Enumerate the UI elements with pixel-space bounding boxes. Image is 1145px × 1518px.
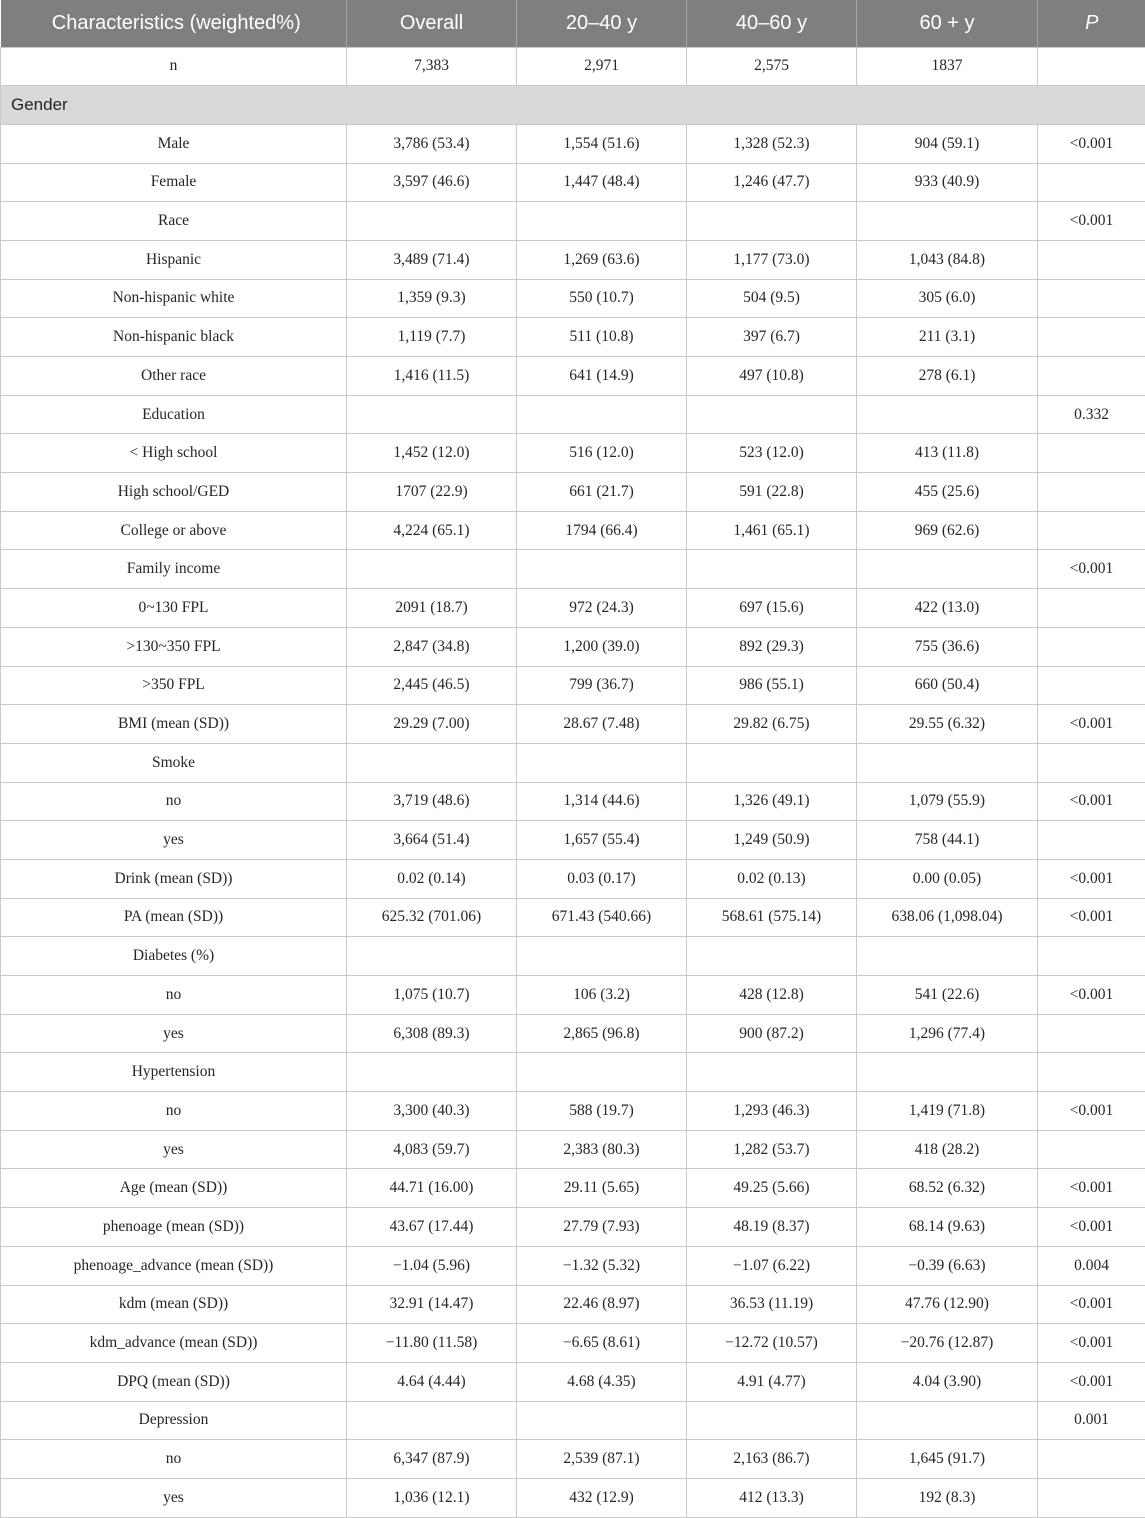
cell-age-20-40: 1,447 (48.4) (517, 163, 687, 202)
cell-age-20-40: 588 (19.7) (517, 1092, 687, 1131)
cell-age-20-40: 1,657 (55.4) (517, 821, 687, 860)
row-label: Non-hispanic black (1, 318, 347, 357)
cell-p-value (1038, 279, 1145, 318)
table-row (1, 976, 1145, 1015)
cell-overall: 1,359 (9.3) (347, 279, 517, 318)
cell-age-20-40: −6.65 (8.61) (517, 1324, 687, 1363)
cell-p-value: <0.001 (1038, 1285, 1145, 1324)
n-row-label: n (1, 47, 347, 86)
table-row (1, 202, 1145, 241)
cell-age-60-plus: 211 (3.1) (857, 318, 1038, 357)
cell-p-value: <0.001 (1038, 202, 1145, 241)
cell-age-40-60: 49.25 (5.66) (687, 1169, 857, 1208)
cell-overall (347, 743, 517, 782)
cell-age-40-60 (687, 550, 857, 589)
cell-overall (347, 1401, 517, 1440)
cell-age-40-60 (687, 937, 857, 976)
cell-age-60-plus (857, 395, 1038, 434)
cell-age-60-plus (857, 550, 1038, 589)
cell-overall: 4,083 (59.7) (347, 1130, 517, 1169)
cell-age-60-plus: 418 (28.2) (857, 1130, 1038, 1169)
row-label: College or above (1, 511, 347, 550)
cell-age-20-40: 27.79 (7.93) (517, 1208, 687, 1247)
cell-age-60-plus (857, 743, 1038, 782)
cell-p-value (1038, 821, 1145, 860)
cell-age-60-plus: 47.76 (12.90) (857, 1285, 1038, 1324)
cell-age-40-60: 568.61 (575.14) (687, 898, 857, 937)
cell-overall: 6,308 (89.3) (347, 1014, 517, 1053)
cell-age-20-40 (517, 937, 687, 976)
cell-age-40-60: 1,326 (49.1) (687, 782, 857, 821)
header-p-value: P (1038, 0, 1145, 47)
cell-age-20-40: 1,554 (51.6) (517, 124, 687, 163)
cell-overall: 2091 (18.7) (347, 589, 517, 628)
cell-p-value (1038, 666, 1145, 705)
table-row (1, 1478, 1145, 1517)
cell-p-value: 0.332 (1038, 395, 1145, 434)
cell-age-60-plus: 969 (62.6) (857, 511, 1038, 550)
row-label: High school/GED (1, 473, 347, 512)
table-row (1, 666, 1145, 705)
cell-p-value (1038, 1053, 1145, 1092)
cell-age-20-40: 432 (12.9) (517, 1478, 687, 1517)
row-label: Race (1, 202, 347, 241)
cell-p-value (1038, 1440, 1145, 1479)
cell-age-60-plus (857, 202, 1038, 241)
cell-age-20-40: 1794 (66.4) (517, 511, 687, 550)
table-row (1, 743, 1145, 782)
cell-overall: −11.80 (11.58) (347, 1324, 517, 1363)
cell-p-value: <0.001 (1038, 782, 1145, 821)
cell-age-60-plus: 455 (25.6) (857, 473, 1038, 512)
cell-age-60-plus: 1,043 (84.8) (857, 240, 1038, 279)
table-row (1, 627, 1145, 666)
table-row (1, 1092, 1145, 1131)
row-label: kdm (mean (SD)) (1, 1285, 347, 1324)
row-label: no (1, 782, 347, 821)
cell-age-40-60 (687, 202, 857, 241)
cell-age-20-40: 671.43 (540.66) (517, 898, 687, 937)
cell-age-20-40: 1,200 (39.0) (517, 627, 687, 666)
row-label: no (1, 976, 347, 1015)
row-label: >350 FPL (1, 666, 347, 705)
cell-overall: 1,075 (10.7) (347, 976, 517, 1015)
cell-p-value: <0.001 (1038, 898, 1145, 937)
cell-overall: 3,489 (71.4) (347, 240, 517, 279)
table-row (1, 821, 1145, 860)
cell-age-60-plus (857, 1401, 1038, 1440)
cell-overall: 1,036 (12.1) (347, 1478, 517, 1517)
cell-age-20-40 (517, 550, 687, 589)
cell-age-60-plus: 1,079 (55.9) (857, 782, 1038, 821)
cell-age-40-60: 892 (29.3) (687, 627, 857, 666)
cell-age-60-plus: 1,296 (77.4) (857, 1014, 1038, 1053)
cell-age-60-plus: 422 (13.0) (857, 589, 1038, 628)
cell-age-20-40: 661 (21.7) (517, 473, 687, 512)
cell-age-60-plus: 192 (8.3) (857, 1478, 1038, 1517)
table-body (1, 47, 1145, 1517)
cell-age-40-60 (687, 1053, 857, 1092)
section-row (1, 86, 1145, 125)
row-label: Hypertension (1, 1053, 347, 1092)
cell-overall (347, 395, 517, 434)
table-row (1, 1130, 1145, 1169)
header-age-40-60: 40–60 y (687, 0, 857, 47)
cell-age-20-40: 1,269 (63.6) (517, 240, 687, 279)
row-label: Education (1, 395, 347, 434)
cell-overall: 1,452 (12.0) (347, 434, 517, 473)
cell-age-40-60: 986 (55.1) (687, 666, 857, 705)
row-label: kdm_advance (mean (SD)) (1, 1324, 347, 1363)
cell-overall: 2,847 (34.8) (347, 627, 517, 666)
cell-p-value: <0.001 (1038, 1169, 1145, 1208)
row-label: BMI (mean (SD)) (1, 705, 347, 744)
row-label: Hispanic (1, 240, 347, 279)
n-row-age-60-plus: 1837 (857, 47, 1038, 86)
section-title: Gender (1, 86, 1145, 125)
cell-p-value (1038, 743, 1145, 782)
n-row-age-20-40: 2,971 (517, 47, 687, 86)
cell-overall: 6,347 (87.9) (347, 1440, 517, 1479)
cell-overall: 4,224 (65.1) (347, 511, 517, 550)
table-row (1, 1053, 1145, 1092)
n-row-overall: 7,383 (347, 47, 517, 86)
cell-age-60-plus: 1,645 (91.7) (857, 1440, 1038, 1479)
header-characteristics: Characteristics (weighted%) (1, 0, 347, 47)
cell-p-value (1038, 163, 1145, 202)
cell-age-20-40: 2,865 (96.8) (517, 1014, 687, 1053)
cell-age-40-60: 697 (15.6) (687, 589, 857, 628)
cell-overall: 3,664 (51.4) (347, 821, 517, 860)
cell-p-value (1038, 318, 1145, 357)
row-label: yes (1, 1014, 347, 1053)
cell-age-60-plus (857, 1053, 1038, 1092)
cell-age-20-40 (517, 202, 687, 241)
cell-age-60-plus (857, 937, 1038, 976)
cell-age-20-40: 2,539 (87.1) (517, 1440, 687, 1479)
row-label: Non-hispanic white (1, 279, 347, 318)
cell-p-value: <0.001 (1038, 124, 1145, 163)
cell-age-40-60: 497 (10.8) (687, 357, 857, 396)
cell-age-20-40: 0.03 (0.17) (517, 859, 687, 898)
row-label: 0~130 FPL (1, 589, 347, 628)
table-row (1, 937, 1145, 976)
cell-p-value (1038, 357, 1145, 396)
table-row (1, 318, 1145, 357)
row-label: Family income (1, 550, 347, 589)
cell-age-40-60: 1,177 (73.0) (687, 240, 857, 279)
row-label: phenoage (mean (SD)) (1, 1208, 347, 1247)
row-label: DPQ (mean (SD)) (1, 1362, 347, 1401)
table-row (1, 434, 1145, 473)
cell-age-40-60: 900 (87.2) (687, 1014, 857, 1053)
cell-p-value: 0.004 (1038, 1246, 1145, 1285)
cell-age-20-40: 511 (10.8) (517, 318, 687, 357)
cell-age-40-60: 428 (12.8) (687, 976, 857, 1015)
cell-age-60-plus: 933 (40.9) (857, 163, 1038, 202)
cell-age-60-plus: 638.06 (1,098.04) (857, 898, 1038, 937)
table-row (1, 124, 1145, 163)
n-row-p-value (1038, 47, 1145, 86)
cell-age-20-40: 516 (12.0) (517, 434, 687, 473)
cell-age-20-40 (517, 1053, 687, 1092)
cell-age-40-60: −12.72 (10.57) (687, 1324, 857, 1363)
cell-overall: 3,300 (40.3) (347, 1092, 517, 1131)
row-label: yes (1, 1130, 347, 1169)
table-row (1, 705, 1145, 744)
table-row (1, 473, 1145, 512)
cell-age-20-40: −1.32 (5.32) (517, 1246, 687, 1285)
cell-age-40-60: 591 (22.8) (687, 473, 857, 512)
table-row (1, 550, 1145, 589)
cell-p-value (1038, 627, 1145, 666)
cell-overall: 1,119 (7.7) (347, 318, 517, 357)
table-row (1, 395, 1145, 434)
table-row (1, 1208, 1145, 1247)
cell-p-value: <0.001 (1038, 705, 1145, 744)
cell-age-20-40: 972 (24.3) (517, 589, 687, 628)
cell-p-value: <0.001 (1038, 1092, 1145, 1131)
cell-age-40-60: −1.07 (6.22) (687, 1246, 857, 1285)
table-row (1, 163, 1145, 202)
row-label: phenoage_advance (mean (SD)) (1, 1246, 347, 1285)
table-row (1, 589, 1145, 628)
cell-age-40-60: 29.82 (6.75) (687, 705, 857, 744)
cell-age-20-40 (517, 1401, 687, 1440)
cell-overall: −1.04 (5.96) (347, 1246, 517, 1285)
row-label: no (1, 1440, 347, 1479)
cell-age-40-60: 2,163 (86.7) (687, 1440, 857, 1479)
cell-age-40-60: 36.53 (11.19) (687, 1285, 857, 1324)
cell-p-value (1038, 589, 1145, 628)
cell-overall: 43.67 (17.44) (347, 1208, 517, 1247)
cell-age-40-60: 523 (12.0) (687, 434, 857, 473)
table-row (1, 511, 1145, 550)
cell-p-value (1038, 1014, 1145, 1053)
cell-age-40-60: 1,293 (46.3) (687, 1092, 857, 1131)
cell-p-value (1038, 434, 1145, 473)
table-row (1, 782, 1145, 821)
cell-age-60-plus: 278 (6.1) (857, 357, 1038, 396)
cell-p-value: <0.001 (1038, 976, 1145, 1015)
cell-age-60-plus: 68.14 (9.63) (857, 1208, 1038, 1247)
table-row (1, 1440, 1145, 1479)
cell-p-value (1038, 240, 1145, 279)
row-label: Diabetes (%) (1, 937, 347, 976)
table-header (1, 0, 1145, 47)
cell-age-60-plus: −20.76 (12.87) (857, 1324, 1038, 1363)
cell-age-40-60 (687, 395, 857, 434)
header-age-20-40: 20–40 y (517, 0, 687, 47)
cell-age-60-plus: 1,419 (71.8) (857, 1092, 1038, 1131)
cell-age-40-60: 0.02 (0.13) (687, 859, 857, 898)
cell-overall: 3,597 (46.6) (347, 163, 517, 202)
cell-age-60-plus: −0.39 (6.63) (857, 1246, 1038, 1285)
row-label: Other race (1, 357, 347, 396)
cell-overall: 1707 (22.9) (347, 473, 517, 512)
cell-age-40-60: 1,246 (47.7) (687, 163, 857, 202)
table-row (1, 1285, 1145, 1324)
table-row (1, 357, 1145, 396)
cell-overall: 0.02 (0.14) (347, 859, 517, 898)
cell-age-20-40: 29.11 (5.65) (517, 1169, 687, 1208)
row-label: Age (mean (SD)) (1, 1169, 347, 1208)
cell-overall: 3,786 (53.4) (347, 124, 517, 163)
cell-overall: 625.32 (701.06) (347, 898, 517, 937)
cell-age-60-plus: 68.52 (6.32) (857, 1169, 1038, 1208)
row-label: Female (1, 163, 347, 202)
row-label: Depression (1, 1401, 347, 1440)
table-row (1, 1362, 1145, 1401)
row-label: Male (1, 124, 347, 163)
n-row-age-40-60: 2,575 (687, 47, 857, 86)
cell-p-value (1038, 1130, 1145, 1169)
cell-p-value: 0.001 (1038, 1401, 1145, 1440)
cell-age-40-60: 4.91 (4.77) (687, 1362, 857, 1401)
cell-age-40-60: 1,249 (50.9) (687, 821, 857, 860)
cell-age-20-40: 2,383 (80.3) (517, 1130, 687, 1169)
cell-overall: 44.71 (16.00) (347, 1169, 517, 1208)
cell-age-40-60: 504 (9.5) (687, 279, 857, 318)
cell-age-60-plus: 305 (6.0) (857, 279, 1038, 318)
n-row (1, 47, 1145, 86)
cell-overall: 2,445 (46.5) (347, 666, 517, 705)
cell-age-60-plus: 755 (36.6) (857, 627, 1038, 666)
table-row (1, 1324, 1145, 1363)
cell-age-20-40: 28.67 (7.48) (517, 705, 687, 744)
cell-age-20-40: 799 (36.7) (517, 666, 687, 705)
cell-overall: 32.91 (14.47) (347, 1285, 517, 1324)
cell-overall (347, 550, 517, 589)
cell-age-20-40: 550 (10.7) (517, 279, 687, 318)
cell-age-60-plus: 0.00 (0.05) (857, 859, 1038, 898)
row-label: PA (mean (SD)) (1, 898, 347, 937)
cell-p-value (1038, 1478, 1145, 1517)
cell-age-60-plus: 4.04 (3.90) (857, 1362, 1038, 1401)
cell-age-40-60: 1,328 (52.3) (687, 124, 857, 163)
cell-p-value: <0.001 (1038, 1324, 1145, 1363)
cell-age-60-plus: 413 (11.8) (857, 434, 1038, 473)
header-age-60-plus: 60 + y (857, 0, 1038, 47)
row-label: >130~350 FPL (1, 627, 347, 666)
cell-age-60-plus: 904 (59.1) (857, 124, 1038, 163)
cell-age-20-40: 4.68 (4.35) (517, 1362, 687, 1401)
table-row (1, 1401, 1145, 1440)
cell-overall: 29.29 (7.00) (347, 705, 517, 744)
row-label: Smoke (1, 743, 347, 782)
cell-age-40-60: 48.19 (8.37) (687, 1208, 857, 1247)
cell-age-20-40 (517, 743, 687, 782)
cell-age-60-plus: 541 (22.6) (857, 976, 1038, 1015)
table-row (1, 279, 1145, 318)
cell-age-40-60: 397 (6.7) (687, 318, 857, 357)
table-row (1, 240, 1145, 279)
cell-age-60-plus: 29.55 (6.32) (857, 705, 1038, 744)
table-row (1, 1246, 1145, 1285)
cell-overall: 4.64 (4.44) (347, 1362, 517, 1401)
cell-age-60-plus: 758 (44.1) (857, 821, 1038, 860)
cell-age-40-60 (687, 743, 857, 782)
cell-age-40-60 (687, 1401, 857, 1440)
cell-p-value (1038, 511, 1145, 550)
table-row (1, 898, 1145, 937)
cell-age-40-60: 1,282 (53.7) (687, 1130, 857, 1169)
cell-p-value: <0.001 (1038, 550, 1145, 589)
cell-age-60-plus: 660 (50.4) (857, 666, 1038, 705)
cell-overall (347, 202, 517, 241)
cell-age-20-40: 22.46 (8.97) (517, 1285, 687, 1324)
row-label: Drink (mean (SD)) (1, 859, 347, 898)
cell-age-40-60: 412 (13.3) (687, 1478, 857, 1517)
cell-age-40-60: 1,461 (65.1) (687, 511, 857, 550)
cell-p-value: <0.001 (1038, 1362, 1145, 1401)
cell-age-20-40: 641 (14.9) (517, 357, 687, 396)
cell-overall (347, 937, 517, 976)
cell-overall: 1,416 (11.5) (347, 357, 517, 396)
row-label: no (1, 1092, 347, 1131)
table-row (1, 1014, 1145, 1053)
cell-age-20-40: 1,314 (44.6) (517, 782, 687, 821)
cell-p-value (1038, 937, 1145, 976)
row-label: < High school (1, 434, 347, 473)
cell-p-value: <0.001 (1038, 1208, 1145, 1247)
cell-p-value: <0.001 (1038, 859, 1145, 898)
header-overall: Overall (347, 0, 517, 47)
cell-p-value (1038, 473, 1145, 512)
cell-overall (347, 1053, 517, 1092)
header-row (1, 0, 1145, 47)
row-label: yes (1, 821, 347, 860)
table-row (1, 1169, 1145, 1208)
table-row (1, 859, 1145, 898)
row-label: yes (1, 1478, 347, 1517)
cell-age-20-40 (517, 395, 687, 434)
cell-overall: 3,719 (48.6) (347, 782, 517, 821)
cell-age-20-40: 106 (3.2) (517, 976, 687, 1015)
